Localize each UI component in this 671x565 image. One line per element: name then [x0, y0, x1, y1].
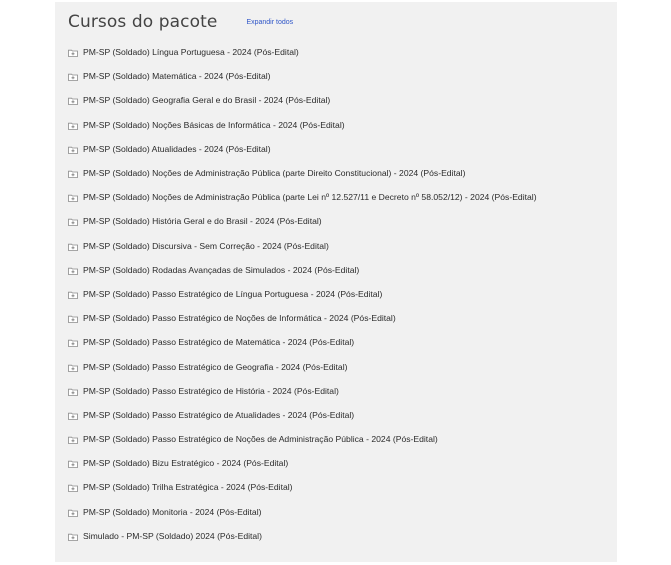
folder-plus-icon[interactable] — [68, 194, 78, 202]
course-title[interactable]: PM-SP (Soldado) Discursiva - Sem Correção - 2024 (Pós-Edital) — [83, 240, 329, 251]
course-title[interactable]: PM-SP (Soldado) Passo Estratégico de História - 2024 (Pós-Edital) — [83, 385, 339, 396]
folder-plus-icon[interactable] — [68, 412, 78, 420]
course-item[interactable] — [68, 258, 617, 282]
folder-plus-icon[interactable] — [68, 533, 78, 541]
folder-plus-icon[interactable] — [68, 97, 78, 105]
course-item[interactable] — [68, 282, 617, 306]
course-item[interactable] — [68, 161, 617, 185]
section-title: Cursos do pacote — [68, 12, 218, 32]
course-item[interactable] — [68, 500, 617, 524]
course-title[interactable]: PM-SP (Soldado) Noções de Administração Pública (parte Lei nº 12.527/11 e Decreto nº 58.052/12) - 2024 (Pós-Edital) — [83, 192, 537, 203]
course-title[interactable]: PM-SP (Soldado) Noções Básicas de Informática - 2024 (Pós-Edital) — [83, 119, 345, 130]
course-item[interactable] — [68, 209, 617, 233]
folder-plus-icon[interactable] — [68, 315, 78, 323]
folder-plus-icon[interactable] — [68, 218, 78, 226]
course-title[interactable]: PM-SP (Soldado) História Geral e do Brasil - 2024 (Pós-Edital) — [83, 216, 322, 227]
course-item[interactable] — [68, 475, 617, 499]
folder-plus-icon[interactable] — [68, 484, 78, 492]
folder-plus-icon[interactable] — [68, 460, 78, 468]
course-title[interactable]: PM-SP (Soldado) Passo Estratégico de Língua Portuguesa - 2024 (Pós-Edital) — [83, 288, 383, 299]
course-title[interactable]: PM-SP (Soldado) Passo Estratégico de Noções de Informática - 2024 (Pós-Edital) — [83, 313, 396, 324]
panel-header — [68, 12, 617, 36]
folder-plus-icon[interactable] — [68, 49, 78, 57]
course-list — [68, 40, 617, 548]
courses-panel — [55, 2, 617, 562]
expand-all-link[interactable]: Expandir todos — [246, 19, 294, 26]
folder-plus-icon[interactable] — [68, 146, 78, 154]
folder-plus-icon[interactable] — [68, 122, 78, 130]
course-item[interactable] — [68, 40, 617, 64]
folder-plus-icon[interactable] — [68, 267, 78, 275]
course-item[interactable] — [68, 113, 617, 137]
folder-plus-icon[interactable] — [68, 243, 78, 251]
course-item[interactable] — [68, 64, 617, 88]
course-title[interactable]: PM-SP (Soldado) Trilha Estratégica - 2024 (Pós-Edital) — [83, 482, 293, 493]
course-title[interactable]: PM-SP (Soldado) Matemática - 2024 (Pós-Edital) — [83, 71, 271, 82]
course-item[interactable] — [68, 185, 617, 209]
course-title[interactable]: PM-SP (Soldado) Passo Estratégico de Atualidades - 2024 (Pós-Edital) — [83, 409, 355, 420]
folder-plus-icon[interactable] — [68, 339, 78, 347]
folder-plus-icon[interactable] — [68, 509, 78, 517]
course-title[interactable]: PM-SP (Soldado) Bizu Estratégico - 2024 (Pós-Edital) — [83, 458, 289, 469]
folder-plus-icon[interactable] — [68, 436, 78, 444]
course-title[interactable]: PM-SP (Soldado) Geografia Geral e do Brasil - 2024 (Pós-Edital) — [83, 95, 331, 106]
course-item[interactable] — [68, 330, 617, 354]
folder-plus-icon[interactable] — [68, 170, 78, 178]
folder-plus-icon[interactable] — [68, 73, 78, 81]
folder-plus-icon[interactable] — [68, 291, 78, 299]
folder-plus-icon[interactable] — [68, 388, 78, 396]
course-title[interactable]: PM-SP (Soldado) Monitoria - 2024 (Pós-Edital) — [83, 506, 262, 517]
course-title[interactable]: PM-SP (Soldado) Atualidades - 2024 (Pós-Edital) — [83, 143, 271, 154]
course-title[interactable]: PM-SP (Soldado) Passo Estratégico de Noções de Administração Pública - 2024 (Pós-Edital) — [83, 434, 438, 445]
course-item[interactable] — [68, 354, 617, 378]
course-item[interactable] — [68, 427, 617, 451]
course-item[interactable] — [68, 524, 617, 548]
course-title[interactable]: PM-SP (Soldado) Passo Estratégico de Matemática - 2024 (Pós-Edital) — [83, 337, 355, 348]
course-item[interactable] — [68, 451, 617, 475]
course-item[interactable] — [68, 137, 617, 161]
course-item[interactable] — [68, 88, 617, 112]
course-item[interactable] — [68, 379, 617, 403]
course-title[interactable]: PM-SP (Soldado) Língua Portuguesa - 2024 (Pós-Edital) — [83, 47, 299, 58]
course-item[interactable] — [68, 234, 617, 258]
course-title[interactable]: PM-SP (Soldado) Noções de Administração Pública (parte Direito Constitucional) - 2024 (Pós-Edital) — [83, 168, 466, 179]
course-title[interactable]: Simulado - PM-SP (Soldado) 2024 (Pós-Edital) — [83, 530, 262, 541]
course-title[interactable]: PM-SP (Soldado) Passo Estratégico de Geografia - 2024 (Pós-Edital) — [83, 361, 348, 372]
folder-plus-icon[interactable] — [68, 364, 78, 372]
course-title[interactable]: PM-SP (Soldado) Rodadas Avançadas de Simulados - 2024 (Pós-Edital) — [83, 264, 360, 275]
course-item[interactable] — [68, 403, 617, 427]
course-item[interactable] — [68, 306, 617, 330]
